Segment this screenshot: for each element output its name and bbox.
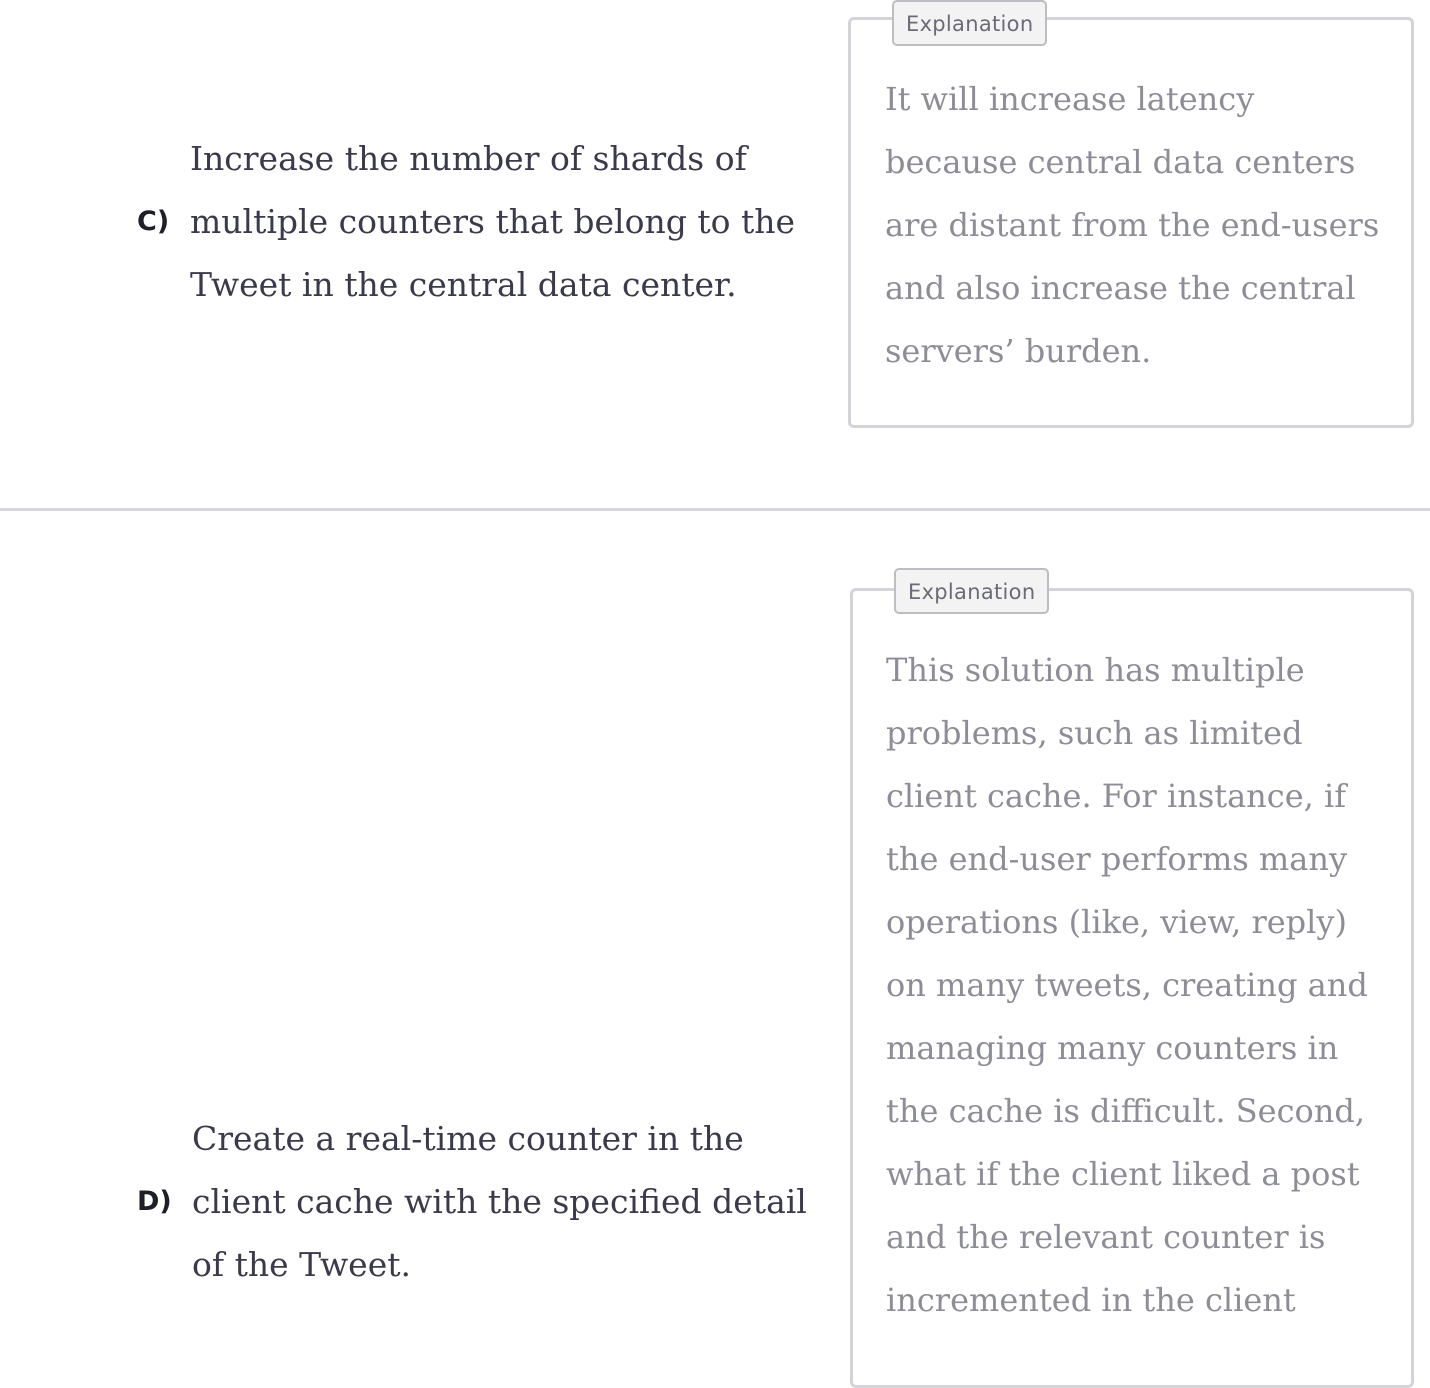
option-d-explanation-text: This solution has multiple problems, such as limited client cache. For instance, if the end-user performs many operations (like, view, reply) on many tweets, creating and managing many counters in the cache is difficult. Second, what if the client liked a post and the relevant counter is incremented in the client: [886, 651, 1368, 1319]
option-c-letter: C): [137, 206, 170, 237]
option-c-text[interactable]: Increase the number of shards of multiple counters that belong to the Tweet in the central data center.: [190, 139, 796, 304]
option-d-letter: D): [137, 1186, 172, 1217]
option-divider: [0, 508, 1430, 511]
option-d-text[interactable]: Create a real-time counter in the client cache with the specified detail of the Tweet.: [192, 1119, 807, 1284]
option-d-explanation-tag: Explanation: [894, 568, 1049, 614]
option-c-explanation-text: It will increase latency because central data centers are distant from the end-users and also increase the central servers’ burden.: [885, 80, 1380, 370]
option-c-explanation-tag: Explanation: [892, 0, 1047, 46]
